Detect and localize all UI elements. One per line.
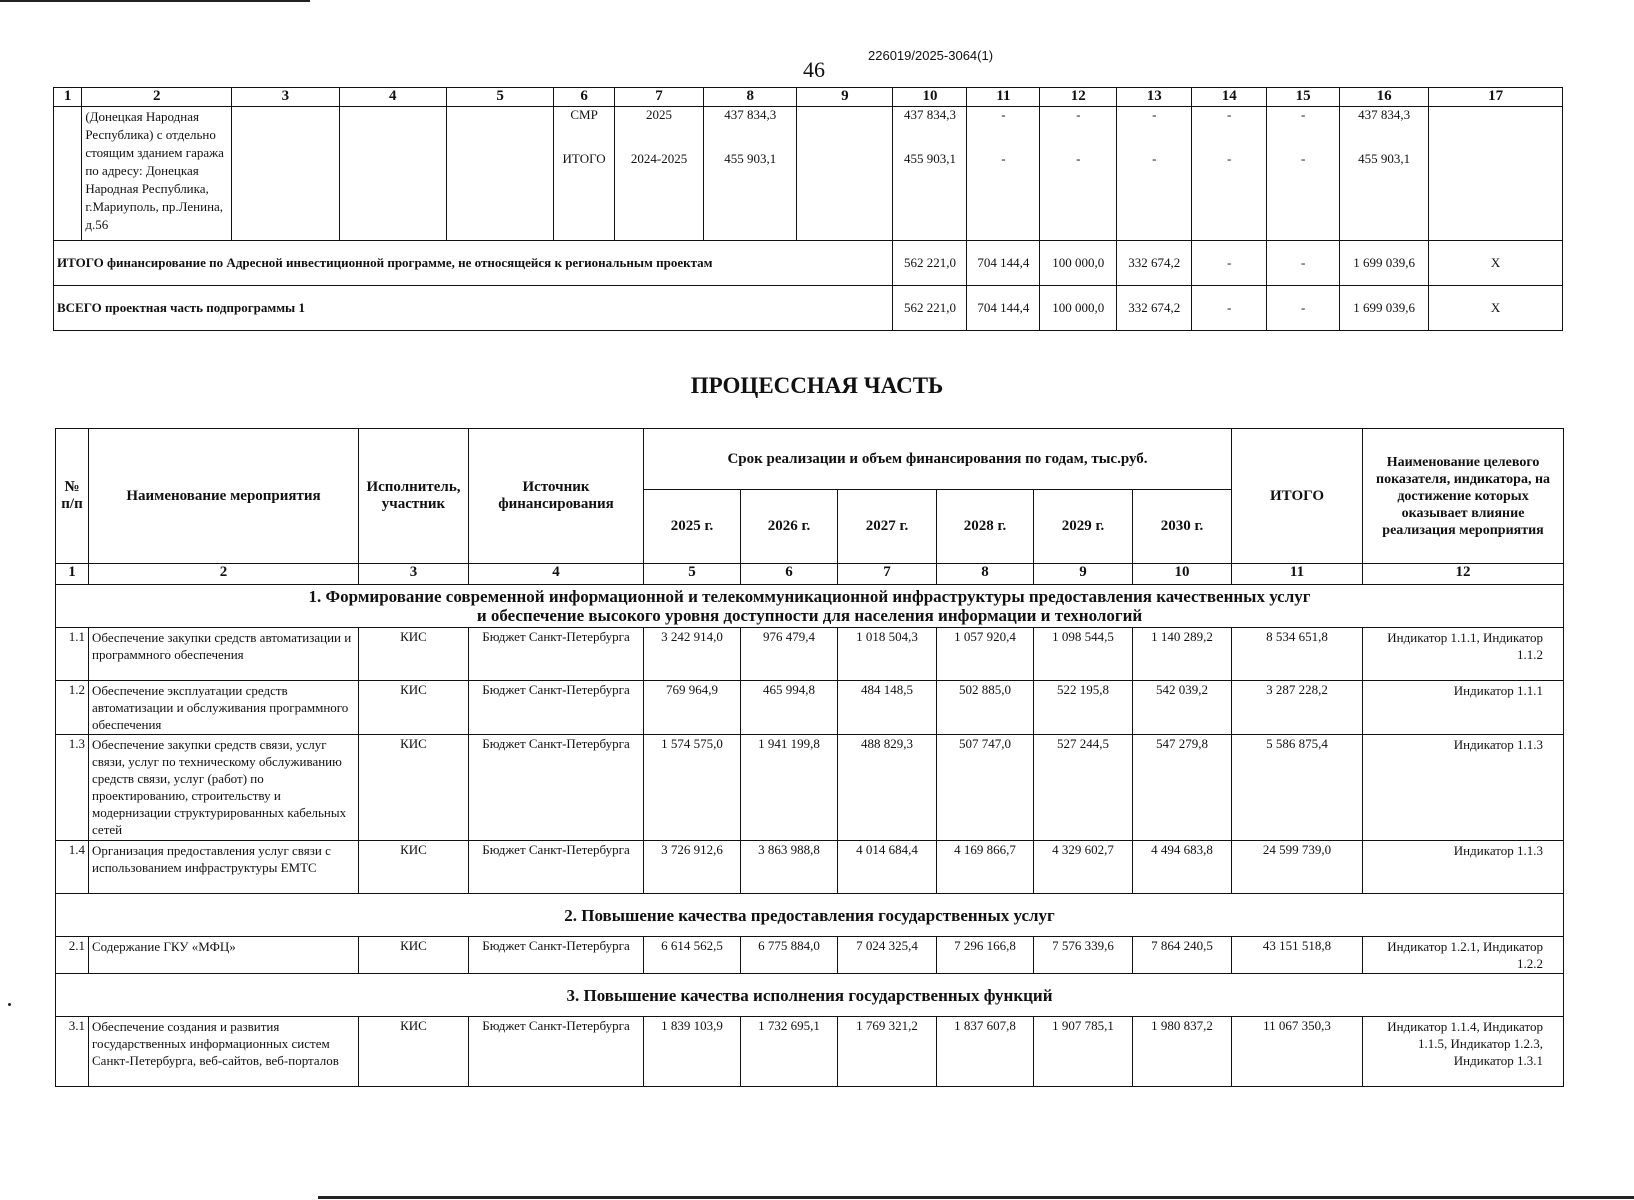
- value-2027: 488 829,3: [838, 735, 937, 841]
- item-indicator: Индикатор 1.1.1: [1363, 681, 1564, 735]
- row-total: 437 834,3: [724, 107, 777, 122]
- column-number-row: [54, 88, 1563, 107]
- header-name: Наименование мероприятия: [89, 429, 359, 564]
- item-index: 1.3: [56, 735, 89, 841]
- value-2029: 4 329 602,7: [1034, 841, 1133, 894]
- value-2028: 1 057 920,4: [937, 628, 1034, 681]
- col-number: 13: [1117, 88, 1192, 107]
- value-2027: -: [1076, 151, 1081, 166]
- item-index: 2.1: [56, 937, 89, 974]
- value-2029: -: [1192, 286, 1267, 331]
- col-number: 8: [704, 88, 797, 107]
- table-row: [56, 735, 1564, 841]
- group-header-row: [56, 894, 1564, 937]
- value-2026: 1 732 695,1: [741, 1017, 838, 1087]
- item-name: Обеспечение эксплуатации средств автоматизации и обслуживания программного обеспечения: [89, 681, 359, 735]
- item-index: 1.4: [56, 841, 89, 894]
- value-2028: 4 169 866,7: [937, 841, 1034, 894]
- row-type: ИТОГО: [562, 151, 606, 166]
- item-executor: КИС: [359, 628, 469, 681]
- col-number: 11: [967, 88, 1040, 107]
- col-number: 8: [937, 564, 1034, 585]
- item-indicator: Индикатор 1.2.1, Индикатор 1.2.2: [1363, 937, 1564, 974]
- value-2026: 1 941 199,8: [741, 735, 838, 841]
- item-executor: КИС: [359, 681, 469, 735]
- col-number: 17: [1429, 88, 1563, 107]
- group-title-line: и обеспечение высокого уровня доступности для населения информации и технологий: [476, 606, 1143, 625]
- col-number: 1: [54, 88, 82, 107]
- value-2027: 7 024 325,4: [838, 937, 937, 974]
- value-sum: 1 699 039,6: [1340, 241, 1429, 286]
- item-total: 43 151 518,8: [1232, 937, 1363, 974]
- header-num: № п/п: [56, 429, 89, 564]
- value-2028: 7 296 166,8: [937, 937, 1034, 974]
- table-row: [56, 937, 1564, 974]
- col-number: 10: [1133, 564, 1232, 585]
- table-row: [56, 628, 1564, 681]
- header-total: ИТОГО: [1232, 429, 1363, 564]
- section-title: ПРОЦЕССНАЯ ЧАСТЬ: [690, 373, 944, 398]
- investment-program-table: [53, 87, 1563, 331]
- item-name: Содержание ГКУ «МФЦ»: [89, 937, 359, 974]
- item-name: Организация предоставления услуг связи с использованием инфраструктуры ЕМТС: [89, 841, 359, 894]
- value-2025: 769 964,9: [644, 681, 741, 735]
- value-2025: 562 221,0: [893, 241, 967, 286]
- item-source: Бюджет Санкт-Петербурга: [469, 735, 644, 841]
- item-source: Бюджет Санкт-Петербурга: [469, 628, 644, 681]
- header-year: 2028 г.: [937, 490, 1034, 564]
- row-total: 455 903,1: [724, 151, 777, 166]
- item-executor: КИС: [359, 841, 469, 894]
- item-name: Обеспечение закупки средств автоматизации и программного обеспечения: [89, 628, 359, 681]
- header-executor: Исполнитель, участник: [359, 429, 469, 564]
- col-number: 2: [82, 88, 232, 107]
- value-sum: 1 699 039,6: [1340, 286, 1429, 331]
- value-2027: 100 000,0: [1040, 241, 1117, 286]
- value-2029: -: [1227, 151, 1232, 166]
- value-2025: 455 903,1: [903, 151, 956, 166]
- value-2028: 1 837 607,8: [937, 1017, 1034, 1087]
- value-2029: 1 907 785,1: [1034, 1017, 1133, 1087]
- header-source: Источник финансирования: [469, 429, 644, 564]
- value-sum: 437 834,3: [1358, 107, 1411, 122]
- table-row: [56, 681, 1564, 735]
- item-total: 3 287 228,2: [1232, 681, 1363, 735]
- value-2026: 704 144,4: [967, 241, 1040, 286]
- value-2030: -: [1267, 286, 1340, 331]
- item-indicator: Индикатор 1.1.3: [1363, 841, 1564, 894]
- item-source: Бюджет Санкт-Петербурга: [469, 937, 644, 974]
- item-source: Бюджет Санкт-Петербурга: [469, 841, 644, 894]
- col-number: 12: [1363, 564, 1564, 585]
- group-title-line: 2. Повышение качества предоставления государственных услуг: [56, 894, 1564, 937]
- col-number: 3: [359, 564, 469, 585]
- item-executor: КИС: [359, 937, 469, 974]
- item-executor: КИС: [359, 1017, 469, 1087]
- mark: Х: [1429, 241, 1563, 286]
- value-2029: 522 195,8: [1034, 681, 1133, 735]
- value-2029: -: [1227, 107, 1232, 122]
- object-name: (Донецкая Народная Республика) с отдельно стоящим зданием гаража по адресу: Донецкая Народная Республика, г.Мариуполь, пр.Ленина, д.56: [82, 107, 232, 241]
- bottom-edge-rule: [318, 1196, 1634, 1199]
- item-indicator: Индикатор 1.1.1, Индикатор 1.1.2: [1363, 628, 1564, 681]
- item-indicator: Индикатор 1.1.4, Индикатор 1.1.5, Индикатор 1.2.3, Индикатор 1.3.1: [1363, 1017, 1564, 1087]
- header-year: 2030 г.: [1133, 490, 1232, 564]
- value-2030: -: [1300, 107, 1306, 122]
- value-2030: 547 279,8: [1133, 735, 1232, 841]
- col-number: 16: [1340, 88, 1429, 107]
- item-name: Обеспечение закупки средств связи, услуг связи, услуг по техническому обслуживанию средств связи, услуг (работ) по проектированию, строительству и модернизации структурированных кабельных сетей: [89, 735, 359, 841]
- col-number: 9: [1034, 564, 1133, 585]
- value-2029: 7 576 339,6: [1034, 937, 1133, 974]
- value-2030: -: [1267, 241, 1340, 286]
- value-2028: 507 747,0: [937, 735, 1034, 841]
- value-2027: 100 000,0: [1040, 286, 1117, 331]
- financing-total-label: ИТОГО финансирование по Адресной инвестиционной программе, не относящейся к региональным проектам: [54, 241, 893, 286]
- value-2030: 1 140 289,2: [1133, 628, 1232, 681]
- value-2029: -: [1192, 241, 1267, 286]
- header-year: 2025 г.: [644, 490, 741, 564]
- header-indicator: Наименование целевого показателя, индикатора, на достижение которых оказывает влияние реализация мероприятия: [1363, 429, 1564, 564]
- column-number-row: [56, 564, 1564, 585]
- col-number: 10: [893, 88, 967, 107]
- row-period: 2024-2025: [630, 151, 688, 166]
- col-number: 1: [56, 564, 89, 585]
- value-2025: 1 839 103,9: [644, 1017, 741, 1087]
- col-number: 4: [339, 88, 446, 107]
- value-2026: 6 775 884,0: [741, 937, 838, 974]
- col-number: 3: [232, 88, 339, 107]
- value-2030: 542 039,2: [1133, 681, 1232, 735]
- value-2027: 1 018 504,3: [838, 628, 937, 681]
- group-title-line: 3. Повышение качества исполнения государственных функций: [56, 974, 1564, 1017]
- value-2026: 465 994,8: [741, 681, 838, 735]
- financing-total-row: [54, 241, 1563, 286]
- mark: Х: [1429, 286, 1563, 331]
- value-2029: 1 098 544,5: [1034, 628, 1133, 681]
- col-number: 11: [1232, 564, 1363, 585]
- value-2026: -: [1001, 151, 1006, 166]
- project-total-row: [54, 286, 1563, 331]
- value-2028: -: [1152, 151, 1157, 166]
- col-number: 5: [446, 88, 553, 107]
- value-2030: 1 980 837,2: [1133, 1017, 1232, 1087]
- item-source: Бюджет Санкт-Петербурга: [469, 681, 644, 735]
- item-total: 24 599 739,0: [1232, 841, 1363, 894]
- item-index: 3.1: [56, 1017, 89, 1087]
- col-number: 12: [1040, 88, 1117, 107]
- item-total: 8 534 651,8: [1232, 628, 1363, 681]
- value-sum: 455 903,1: [1358, 151, 1411, 166]
- group-header-row: [56, 585, 1564, 628]
- value-2027: -: [1076, 107, 1081, 122]
- col-number: 2: [89, 564, 359, 585]
- group-title-line: 1. Формирование современной информационной и телекоммуникационной инфраструктуры предоставления качественных услуг: [308, 587, 1311, 606]
- value-2026: -: [1001, 107, 1006, 122]
- col-number: 6: [741, 564, 838, 585]
- row-period: 2025: [646, 107, 673, 122]
- value-2027: 1 769 321,2: [838, 1017, 937, 1087]
- value-2030: 4 494 683,8: [1133, 841, 1232, 894]
- value-2026: 3 863 988,8: [741, 841, 838, 894]
- page-number: 46: [803, 57, 825, 82]
- header-year: 2029 г.: [1034, 490, 1133, 564]
- header-year: 2026 г.: [741, 490, 838, 564]
- header-year: 2027 г.: [838, 490, 937, 564]
- item-index: 1.1: [56, 628, 89, 681]
- object-row: [54, 107, 1563, 241]
- value-2028: 332 674,2: [1117, 241, 1192, 286]
- value-2025: 3 242 914,0: [644, 628, 741, 681]
- item-total: 11 067 350,3: [1232, 1017, 1363, 1087]
- row-type: СМР: [570, 107, 598, 122]
- value-2025: 437 834,3: [903, 107, 956, 122]
- item-total: 5 586 875,4: [1232, 735, 1363, 841]
- scan-dot: [8, 1003, 11, 1006]
- value-2028: 502 885,0: [937, 681, 1034, 735]
- col-number: 9: [797, 88, 893, 107]
- value-2029: 527 244,5: [1034, 735, 1133, 841]
- col-number: 15: [1267, 88, 1340, 107]
- col-number: 7: [838, 564, 937, 585]
- col-number: 14: [1192, 88, 1267, 107]
- item-index: 1.2: [56, 681, 89, 735]
- value-2030: 7 864 240,5: [1133, 937, 1232, 974]
- col-number: 7: [615, 88, 704, 107]
- value-2025: 3 726 912,6: [644, 841, 741, 894]
- col-number: 5: [644, 564, 741, 585]
- value-2027: 484 148,5: [838, 681, 937, 735]
- col-number: 4: [469, 564, 644, 585]
- value-2028: -: [1152, 107, 1157, 122]
- value-2026: 976 479,4: [741, 628, 838, 681]
- value-2025: 1 574 575,0: [644, 735, 741, 841]
- col-number: 6: [554, 88, 615, 107]
- project-total-label: ВСЕГО проектная часть подпрограммы 1: [54, 286, 893, 331]
- table-row: [56, 1017, 1564, 1087]
- top-edge-rule: [0, 0, 310, 2]
- value-2030: -: [1300, 151, 1306, 166]
- header-row: [56, 429, 1564, 490]
- value-2026: 704 144,4: [967, 286, 1040, 331]
- value-2025: 6 614 562,5: [644, 937, 741, 974]
- item-indicator: Индикатор 1.1.3: [1363, 735, 1564, 841]
- item-source: Бюджет Санкт-Петербурга: [469, 1017, 644, 1087]
- value-2027: 4 014 684,4: [838, 841, 937, 894]
- value-2028: 332 674,2: [1117, 286, 1192, 331]
- header-period: Срок реализации и объем финансирования по годам, тыс.руб.: [644, 429, 1232, 490]
- item-name: Обеспечение создания и развития государственных информационных систем Санкт-Петербурга, веб-сайтов, веб-порталов: [89, 1017, 359, 1087]
- table-row: [56, 841, 1564, 894]
- group-header-row: [56, 974, 1564, 1017]
- document-code: 226019/2025-3064(1): [868, 48, 994, 63]
- value-2025: 562 221,0: [893, 286, 967, 331]
- item-executor: КИС: [359, 735, 469, 841]
- process-part-table: [55, 428, 1564, 1087]
